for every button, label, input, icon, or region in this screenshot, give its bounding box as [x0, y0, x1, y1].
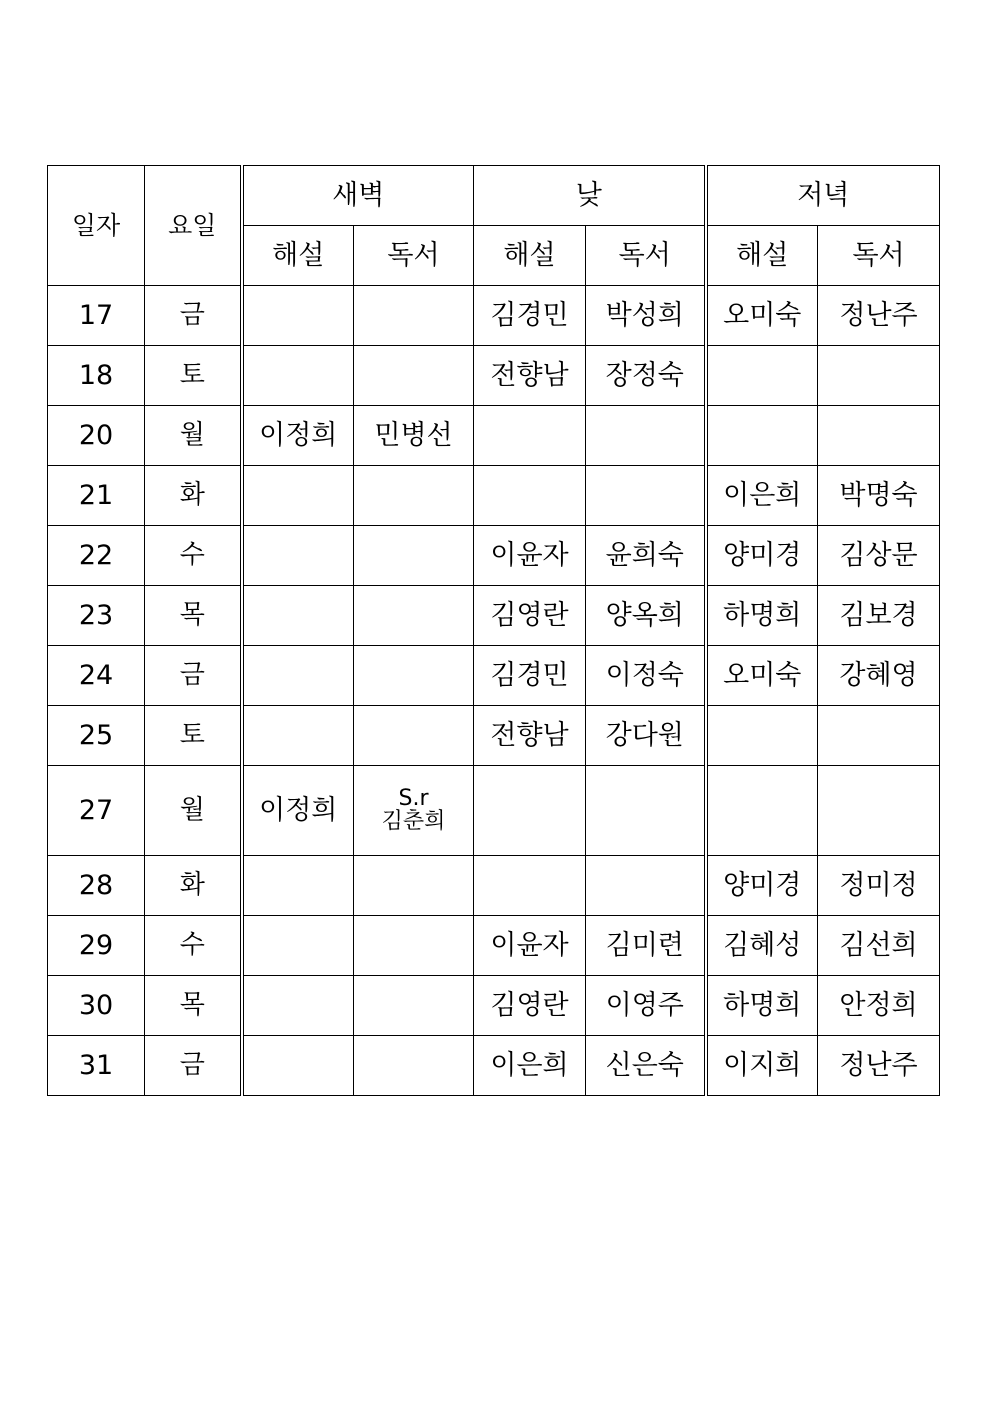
name-title: S.r	[398, 785, 429, 811]
table-row	[48, 286, 940, 346]
cell-weekday: 금	[145, 646, 242, 706]
cell-evening-explanation: 오미숙	[706, 286, 818, 346]
cell-dawn-reading	[354, 766, 474, 856]
cell-evening-reading	[818, 406, 940, 466]
cell-day-reading: 윤희숙	[586, 526, 706, 586]
cell-dawn-reading	[354, 1036, 474, 1096]
header-weekday: 요일	[145, 166, 242, 286]
cell-dawn-explanation	[242, 916, 354, 976]
cell-evening-reading: 안정희	[818, 976, 940, 1036]
cell-evening-explanation: 하명희	[706, 976, 818, 1036]
cell-day-reading: 김미련	[586, 916, 706, 976]
cell-dawn-reading	[354, 526, 474, 586]
header-evening-reading: 독서	[818, 226, 940, 286]
cell-day-reading	[586, 766, 706, 856]
cell-weekday: 목	[145, 976, 242, 1036]
cell-day-explanation	[474, 856, 586, 916]
cell-dawn-explanation	[242, 526, 354, 586]
cell-dawn-explanation	[242, 976, 354, 1036]
cell-evening-explanation	[706, 766, 818, 856]
cell-evening-explanation	[706, 706, 818, 766]
cell-evening-reading: 정난주	[818, 1036, 940, 1096]
cell-dawn-reading	[354, 286, 474, 346]
cell-day-explanation: 이은희	[474, 1036, 586, 1096]
cell-evening-reading: 김보경	[818, 586, 940, 646]
table-row	[48, 706, 940, 766]
cell-evening-explanation: 양미경	[706, 856, 818, 916]
cell-evening-reading: 정난주	[818, 286, 940, 346]
name-text: 김춘희	[381, 808, 446, 834]
cell-weekday: 수	[145, 526, 242, 586]
cell-evening-reading	[818, 766, 940, 856]
reading-schedule-table	[47, 165, 940, 1096]
header-date: 일자	[48, 166, 145, 286]
header-dawn-reading: 독서	[354, 226, 474, 286]
cell-evening-explanation: 하명희	[706, 586, 818, 646]
cell-evening-explanation: 이은희	[706, 466, 818, 526]
table-row	[48, 466, 940, 526]
table-row	[48, 976, 940, 1036]
cell-date: 31	[48, 1036, 145, 1096]
cell-day-reading: 박성희	[586, 286, 706, 346]
cell-dawn-reading	[354, 646, 474, 706]
cell-date: 24	[48, 646, 145, 706]
cell-evening-reading: 김상문	[818, 526, 940, 586]
cell-day-explanation: 김경민	[474, 286, 586, 346]
cell-evening-explanation: 오미숙	[706, 646, 818, 706]
cell-evening-reading	[818, 346, 940, 406]
cell-dawn-explanation	[242, 856, 354, 916]
cell-weekday: 금	[145, 1036, 242, 1096]
cell-day-explanation: 전향남	[474, 706, 586, 766]
table-row	[48, 406, 940, 466]
cell-day-explanation: 김경민	[474, 646, 586, 706]
cell-dawn-reading	[354, 976, 474, 1036]
cell-evening-reading: 강혜영	[818, 646, 940, 706]
header-day-reading: 독서	[586, 226, 706, 286]
table-row	[48, 1036, 940, 1096]
table-row	[48, 586, 940, 646]
cell-weekday: 월	[145, 766, 242, 856]
table-row	[48, 646, 940, 706]
cell-dawn-explanation	[242, 586, 354, 646]
cell-dawn-reading	[354, 916, 474, 976]
cell-date: 29	[48, 916, 145, 976]
cell-day-reading	[586, 466, 706, 526]
cell-weekday: 월	[145, 406, 242, 466]
cell-day-explanation: 전향남	[474, 346, 586, 406]
cell-evening-explanation	[706, 406, 818, 466]
cell-evening-explanation: 이지희	[706, 1036, 818, 1096]
cell-evening-reading: 김선희	[818, 916, 940, 976]
cell-evening-reading: 정미정	[818, 856, 940, 916]
cell-evening-explanation: 양미경	[706, 526, 818, 586]
header-group-day: 낮	[474, 166, 706, 226]
cell-evening-reading	[818, 706, 940, 766]
header-evening-explanation: 해설	[706, 226, 818, 286]
cell-date: 25	[48, 706, 145, 766]
cell-day-reading: 이영주	[586, 976, 706, 1036]
cell-dawn-explanation	[242, 1036, 354, 1096]
table-row	[48, 766, 940, 856]
cell-dawn-explanation	[242, 646, 354, 706]
cell-dawn-reading	[354, 706, 474, 766]
cell-weekday: 화	[145, 466, 242, 526]
table-row	[48, 526, 940, 586]
cell-day-reading: 이정숙	[586, 646, 706, 706]
cell-dawn-explanation	[242, 466, 354, 526]
cell-evening-explanation: 김혜성	[706, 916, 818, 976]
table-row	[48, 916, 940, 976]
cell-day-reading: 신은숙	[586, 1036, 706, 1096]
cell-date: 27	[48, 766, 145, 856]
cell-date: 17	[48, 286, 145, 346]
cell-weekday: 화	[145, 856, 242, 916]
cell-dawn-explanation	[242, 286, 354, 346]
cell-day-reading	[586, 856, 706, 916]
cell-date: 22	[48, 526, 145, 586]
cell-day-reading: 양옥희	[586, 586, 706, 646]
cell-date: 18	[48, 346, 145, 406]
header-dawn-explanation: 해설	[242, 226, 354, 286]
cell-day-explanation: 김영란	[474, 976, 586, 1036]
two-line-name	[382, 787, 446, 833]
cell-weekday: 금	[145, 286, 242, 346]
cell-weekday: 목	[145, 586, 242, 646]
cell-weekday: 토	[145, 706, 242, 766]
cell-day-explanation: 김영란	[474, 586, 586, 646]
cell-date: 30	[48, 976, 145, 1036]
cell-evening-reading: 박명숙	[818, 466, 940, 526]
cell-date: 28	[48, 856, 145, 916]
cell-day-explanation	[474, 766, 586, 856]
cell-weekday: 수	[145, 916, 242, 976]
cell-day-explanation	[474, 466, 586, 526]
cell-dawn-reading	[354, 586, 474, 646]
table-row	[48, 856, 940, 916]
cell-date: 23	[48, 586, 145, 646]
table-row	[48, 346, 940, 406]
cell-day-explanation: 이윤자	[474, 916, 586, 976]
cell-day-reading: 장정숙	[586, 346, 706, 406]
cell-day-explanation	[474, 406, 586, 466]
header-group-dawn: 새벽	[242, 166, 474, 226]
cell-dawn-explanation: 이정희	[242, 766, 354, 856]
cell-dawn-explanation: 이정희	[242, 406, 354, 466]
cell-date: 20	[48, 406, 145, 466]
cell-day-explanation: 이윤자	[474, 526, 586, 586]
cell-date: 21	[48, 466, 145, 526]
cell-dawn-explanation	[242, 706, 354, 766]
cell-day-reading: 강다원	[586, 706, 706, 766]
cell-dawn-reading	[354, 346, 474, 406]
cell-dawn-reading: 민병선	[354, 406, 474, 466]
cell-dawn-reading	[354, 856, 474, 916]
cell-dawn-reading	[354, 466, 474, 526]
cell-dawn-explanation	[242, 346, 354, 406]
cell-weekday: 토	[145, 346, 242, 406]
cell-evening-explanation	[706, 346, 818, 406]
cell-day-reading	[586, 406, 706, 466]
header-day-explanation: 해설	[474, 226, 586, 286]
header-group-evening: 저녁	[706, 166, 940, 226]
